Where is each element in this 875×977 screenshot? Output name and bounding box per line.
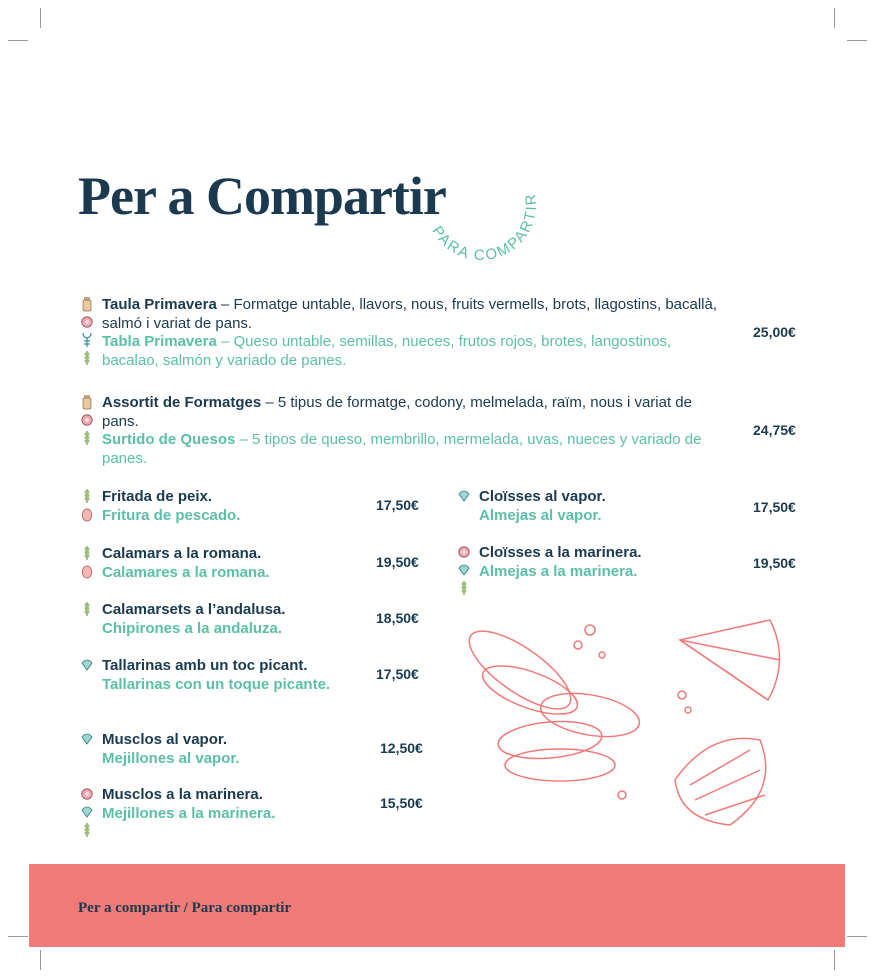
item-name-es: Tabla Primavera <box>102 333 217 350</box>
menu-item <box>479 544 739 581</box>
item-name-es: Mejillones a la marinera. <box>102 804 276 822</box>
menu-item <box>479 488 739 525</box>
item-price: 18,50€ <box>376 610 419 626</box>
item-price: 12,50€ <box>380 740 423 756</box>
mollusc-allergen-icon <box>81 804 93 820</box>
menu-item <box>102 601 362 638</box>
item-name-es: Tallarinas con un toque picante. <box>102 675 331 693</box>
item-price: 19,50€ <box>753 555 796 571</box>
subtitle: PARA COMPARTIR <box>428 191 541 265</box>
item-price: 19,50€ <box>376 554 419 570</box>
allergen-icons <box>81 731 93 747</box>
item-name-ca: Assortit de Formatges <box>102 394 262 411</box>
item-name-ca: Calamars a la romana. <box>102 545 262 562</box>
mollusc-allergen-icon <box>81 731 93 747</box>
item-name-ca: Cloïsses al vapor. <box>479 488 606 505</box>
gluten-allergen-icon <box>81 601 93 617</box>
item-desc-ca: – Formatge untable, llavors, nous, fruits vermells, brots, llagostins, bacallà, salmó i variat de pans. <box>102 296 718 332</box>
footer-label: Per a compartir / Para compartir <box>78 900 292 916</box>
svg-text:PARA COMPARTIR <box>428 191 540 264</box>
item-name-ca: Taula Primavera <box>102 296 217 313</box>
menu-item <box>102 657 362 694</box>
gluten-allergen-icon <box>81 545 93 561</box>
item-name-es: Mejillones al vapor. <box>102 749 240 767</box>
gluten-allergen-icon <box>81 430 93 446</box>
item-name-es: Almejas al vapor. <box>479 506 602 524</box>
subtitle-curved <box>420 160 560 280</box>
allergen-icons <box>81 394 93 446</box>
fish-allergen-icon <box>81 563 93 579</box>
gluten-allergen-icon <box>81 350 93 366</box>
allergen-icons <box>81 545 93 579</box>
item-name-ca: Musclos al vapor. <box>102 731 228 748</box>
gluten-allergen-icon <box>458 580 470 596</box>
item-name-es: Fritura de pescado. <box>102 506 241 524</box>
crustacean-allergen-icon <box>81 332 93 348</box>
item-price: 15,50€ <box>380 795 423 811</box>
item-name-ca: Calamarsets a l’andalusa. <box>102 601 286 618</box>
footer-band <box>29 864 845 947</box>
menu-item <box>102 296 732 370</box>
item-price: 17,50€ <box>376 666 419 682</box>
item-name-ca: Fritada de peix. <box>102 488 213 505</box>
item-price: 25,00€ <box>753 324 796 340</box>
allergen-icons <box>81 657 93 673</box>
allergen-icons <box>81 601 93 617</box>
menu-item <box>102 786 362 823</box>
item-name-ca: Musclos a la marinera. <box>102 786 263 803</box>
allergen-icons <box>81 296 93 366</box>
item-name-es: Surtido de Quesos <box>102 431 236 448</box>
item-desc-ca: – 5 tipus de formatge, codony, melmelada, raïm, nous i variat de pans. <box>102 394 692 430</box>
menu-item <box>102 545 362 582</box>
item-name-es: Chipirones a la andaluza. <box>102 619 283 637</box>
egg-allergen-icon <box>81 314 93 330</box>
item-name-es: Almejas a la marinera. <box>479 562 638 580</box>
item-desc-es: – 5 tipos de queso, membrillo, mermelada, uvas, nueces y variado de panes. <box>102 431 702 467</box>
allergen-icons <box>458 488 470 504</box>
item-desc-es: – Queso untable, semillas, nueces, frutos rojos, brotes, langostinos, bacalao, salmón y variado de panes. <box>102 333 672 369</box>
allergen-icons <box>81 786 93 838</box>
mollusc-allergen-icon <box>81 657 93 673</box>
seafood-illustration <box>450 610 790 840</box>
menu-item <box>102 394 732 468</box>
gluten-allergen-icon <box>81 822 93 838</box>
item-price: 17,50€ <box>376 497 419 513</box>
gluten-allergen-icon <box>81 488 93 504</box>
menu-item <box>102 731 362 768</box>
item-name-ca: Cloïsses a la marinera. <box>479 544 642 561</box>
allergen-icons <box>458 544 470 596</box>
page-title: Per a Compartir <box>78 166 446 226</box>
menu-item <box>102 488 362 525</box>
item-price: 24,75€ <box>753 422 796 438</box>
egg-allergen-icon <box>81 412 93 428</box>
mollusc-allergen-icon <box>458 488 470 504</box>
allergen-icons <box>81 488 93 522</box>
item-price: 17,50€ <box>753 499 796 515</box>
egg-allergen-icon <box>81 786 93 802</box>
dairy-allergen-icon <box>81 394 93 410</box>
dairy-allergen-icon <box>81 296 93 312</box>
item-name-es: Calamares a la romana. <box>102 563 270 581</box>
mollusc-allergen-icon <box>458 562 470 578</box>
fish-allergen-icon <box>81 506 93 522</box>
egg-allergen-icon <box>458 544 470 560</box>
item-name-ca: Tallarinas amb un toc picant. <box>102 657 308 674</box>
